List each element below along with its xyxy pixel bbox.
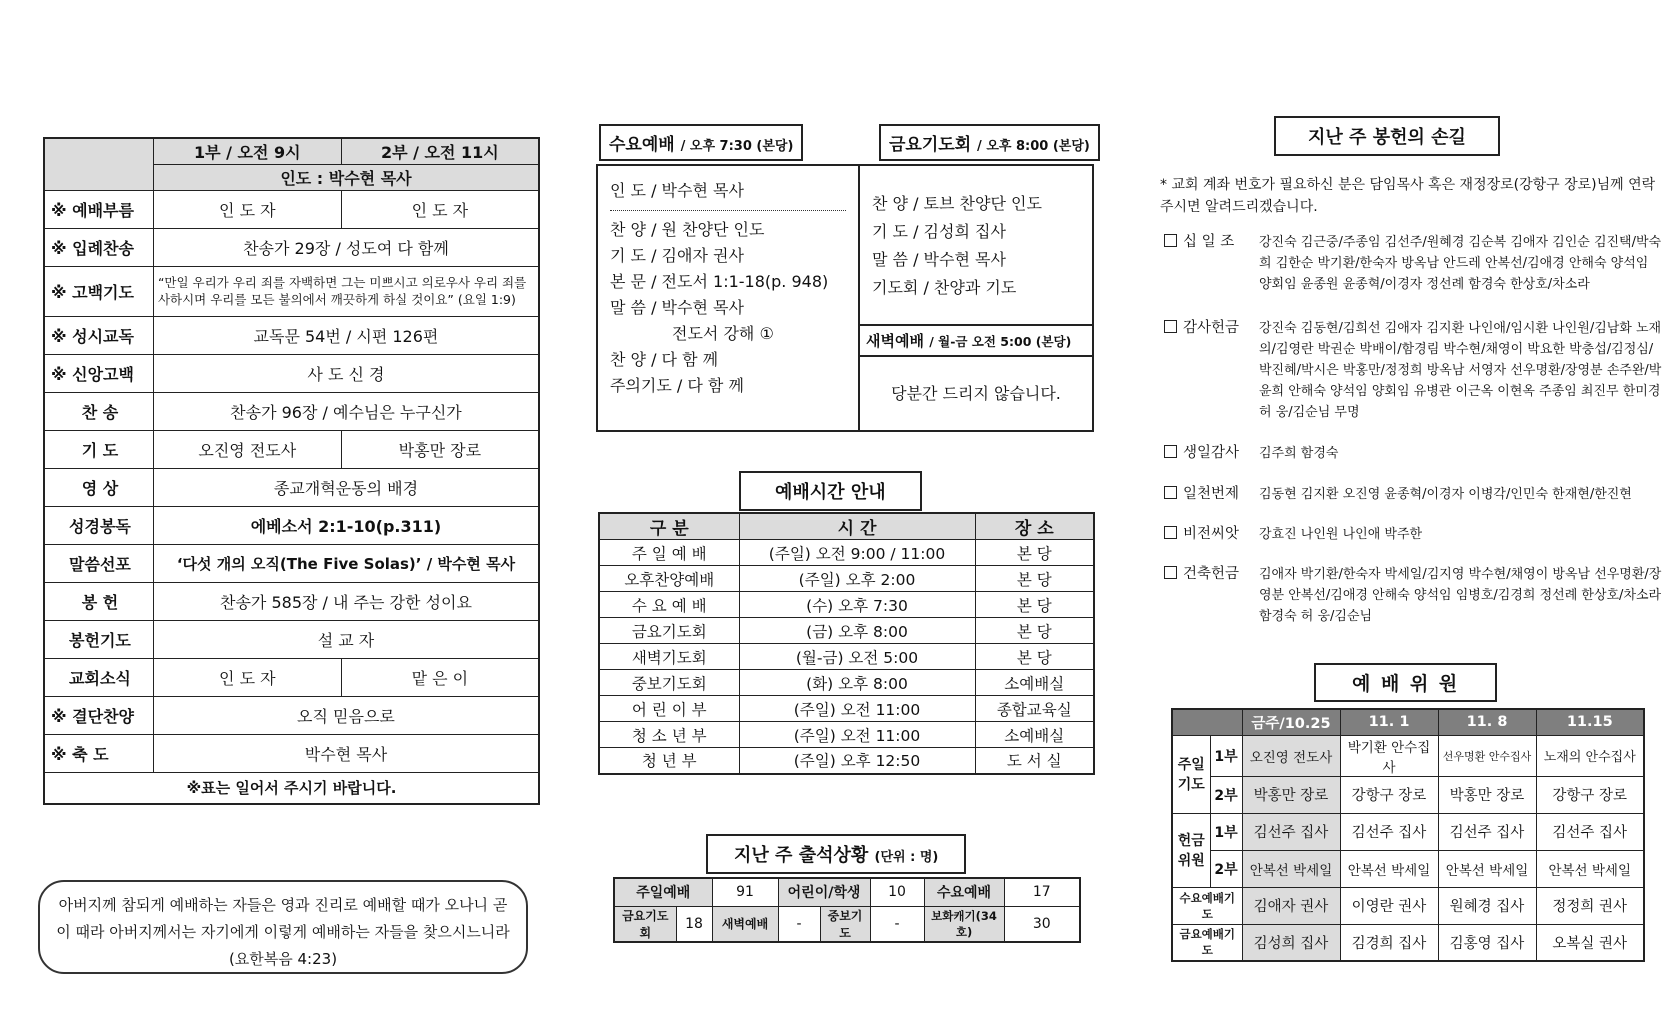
table-row: 새벽기도회 (월-금) 오전 5:00 본 당: [599, 644, 1094, 670]
table-row: 어 린 이 부 (주일) 오전 11:00 종합교육실: [599, 696, 1094, 722]
standing-note: ※표는 일어서 주시기 바랍니다.: [44, 772, 539, 804]
attendance-table: [613, 877, 1081, 943]
table-row: 수 요 예 배 (수) 오후 7:30 본 당: [599, 592, 1094, 618]
checkbox-icon: [1164, 526, 1177, 539]
service1-header: 1부 / 오전 9시: [153, 138, 341, 164]
leader-header: 인도 : 박수현 목사: [153, 164, 539, 190]
table-row: 성경봉독 에베소서 2:1-10(p.311): [44, 506, 539, 544]
table-row: 헌금 위원 1부 김선주 집사 김선주 집사 김선주 집사 김선주 집사: [1172, 813, 1644, 850]
friday-program: 찬 양 / 토브 찬양단 인도 기 도 / 김성희 집사 말 씀 / 박수현 목사 기도회 / 찬양과 기도: [872, 194, 1042, 297]
table-header-row: 구 분 시 간 장 소: [599, 513, 1094, 540]
table-row: 영 상 종교개혁운동의 배경: [44, 468, 539, 506]
worship-details-box: [596, 164, 1094, 432]
table-row: 2부 안복선 박세일 안복선 박세일 안복선 박세일 안복선 박세일: [1172, 850, 1644, 887]
duty-roster-table: [1171, 708, 1645, 962]
attendance-title: 지난 주 출석상황 (단위 : 명): [706, 834, 966, 874]
offering-note: * 교회 계좌 번호가 필요하신 분은 담임목사 혹은 재정장로(강항구 장로)님께 연락주시면 알려드리겠습니다.: [1160, 177, 1656, 215]
table-row: ※ 입례찬송 찬송가 29장 / 성도여 다 함께: [44, 228, 539, 266]
schedule-table: [598, 512, 1095, 775]
service2-header: 2부 / 오전 11시: [341, 138, 539, 164]
table-row: 청 년 부 (주일) 오후 12:50 도 서 실: [599, 748, 1094, 774]
checkbox-icon: [1164, 320, 1177, 333]
table-row: ※ 결단찬양 오직 믿음으로: [44, 696, 539, 734]
wednesday-title: 수요예배 / 오후 7:30 (본당): [599, 124, 803, 161]
dotted-divider: [610, 210, 846, 211]
corner-cell: [44, 138, 153, 190]
dawn-title: 새벽예배 / 월-금 오전 5:00 (본당): [860, 326, 1092, 357]
table-row: 주일예배 91 어린이/학생 10 수요예배 17: [614, 878, 1080, 906]
table-row: 찬 송 찬송가 96장 / 예수님은 누구신가: [44, 392, 539, 430]
checkbox-icon: [1164, 486, 1177, 499]
table-row: 기 도 오진영 전도사 박홍만 장로: [44, 430, 539, 468]
schedule-title: 예배시간 안내: [739, 471, 922, 511]
table-row: 주일 기도 1부 오진영 전도사 박기환 안수집사 선우명환 안수집사 노재의 안수집사: [1172, 735, 1644, 776]
table-row: 오후찬양예배 (주일) 오후 2:00 본 당: [599, 566, 1094, 592]
table-row: 말씀선포 ‘다섯 개의 오직(The Five Solas)’ / 박수현 목사: [44, 544, 539, 582]
table-row: ※ 고백기도 “만일 우리가 우리 죄를 자백하면 그는 미쁘시고 의로우사 우리 죄를 사하시며 우리를 모든 불의에서 깨끗하게 하실 것이요” (요일 1:9): [44, 266, 539, 316]
table-row: 주 일 예 배 (주일) 오전 9:00 / 11:00 본 당: [599, 540, 1094, 566]
duty-title: 예 배 위 원: [1314, 663, 1497, 702]
wednesday-program: 인 도 / 박수현 목사 찬 양 / 원 찬양단 인도 기 도 / 김애자 권사 본 문 / 전도서 1:1-18(p. 948) 말 씀 / 박수현 목사 전도서 강해 ① 찬 양 / 다 함 께 주의기도 / 다 함 께: [598, 166, 860, 430]
table-row: ※ 성시교독 교독문 54번 / 시편 126편: [44, 316, 539, 354]
offering-title: 지난 주 봉헌의 손길: [1274, 116, 1500, 156]
table-row: 수요예배기도 김애자 권사 이영란 권사 원혜경 집사 정정희 권사: [1172, 887, 1644, 924]
table-row: 봉헌기도 설 교 자: [44, 620, 539, 658]
table-row: 중보기도회 (화) 오후 8:00 소예배실: [599, 670, 1094, 696]
table-row: 봉 헌 찬송가 585장 / 내 주는 강한 성이요: [44, 582, 539, 620]
checkbox-icon: [1164, 445, 1177, 458]
table-row: 2부 박홍만 장로 강항구 장로 박홍만 장로 강항구 장로: [1172, 776, 1644, 813]
friday-title: 금요기도회 / 오후 8:00 (본당): [879, 124, 1100, 161]
table-row: 금요기도회 (금) 오후 8:00 본 당: [599, 618, 1094, 644]
checkbox-icon: [1164, 566, 1177, 579]
table-row: ※ 예배부름 인 도 자 인 도 자: [44, 190, 539, 228]
dawn-service: [860, 324, 1092, 430]
table-row: ※ 축 도 박수현 목사: [44, 734, 539, 772]
scripture-quote: 아버지께 참되게 예배하는 자들은 영과 진리로 예배할 때가 오나니 곧 이 때라 아버지께서는 자기에게 이렇게 예배하는 자들을 찾으시느니라 (요한복음 4:23): [38, 880, 528, 974]
table-row: 금요기도회 18 새벽예배 - 중보기도 - 보화캐기(34호) 30: [614, 906, 1080, 942]
table-row: 금요예배기도 김성희 집사 김경희 집사 김홍영 집사 오복실 권사: [1172, 924, 1644, 961]
order-of-service-table: [43, 137, 540, 805]
table-row: ※ 신앙고백 사 도 신 경: [44, 354, 539, 392]
dawn-text: 당분간 드리지 않습니다.: [891, 384, 1061, 403]
table-row: 교회소식 인 도 자 맡 은 이: [44, 658, 539, 696]
table-row: 청 소 년 부 (주일) 오전 11:00 소예배실: [599, 722, 1094, 748]
checkbox-icon: [1164, 234, 1177, 247]
table-header-row: 금주/10.25 11. 1 11. 8 11.15: [1172, 709, 1644, 735]
